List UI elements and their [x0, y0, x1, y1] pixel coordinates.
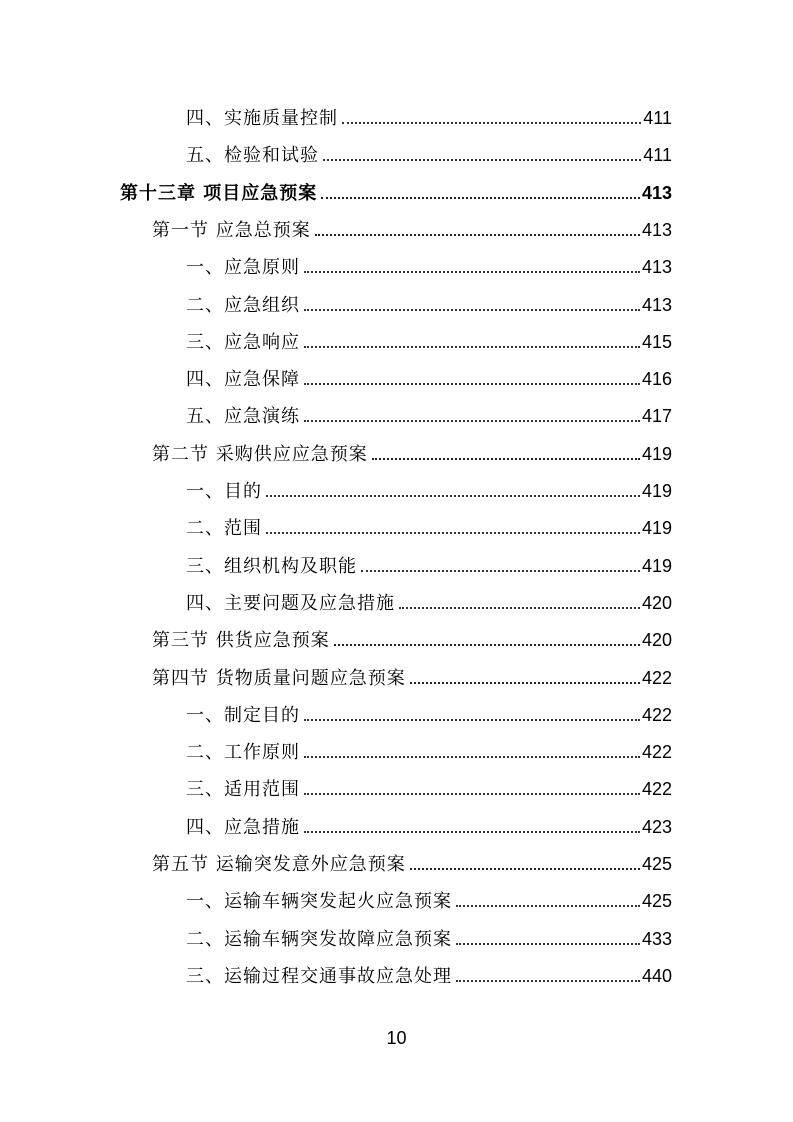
toc-entry-item[interactable] [186, 883, 672, 920]
toc-dot-leader [266, 510, 640, 547]
toc-entry-page-number: 422 [641, 779, 672, 799]
toc-dot-leader [456, 921, 640, 958]
toc-entry-label: 二、范围 [186, 518, 262, 539]
toc-dot-leader [399, 585, 640, 622]
toc-entry-section[interactable] [152, 436, 672, 473]
toc-dot-leader [304, 809, 640, 846]
toc-entry-page-number: 423 [641, 817, 672, 837]
toc-entry-label: 一、目的 [186, 481, 262, 502]
toc-entry-label: 三、适用范围 [186, 779, 300, 800]
toc-dot-leader [410, 846, 640, 883]
toc-entry-item[interactable] [186, 324, 672, 361]
toc-entry-page-number: 440 [641, 966, 672, 986]
toc-entry-page-number: 413 [641, 183, 672, 203]
toc-entry-label: 一、制定目的 [186, 705, 300, 726]
toc-dot-leader [304, 697, 640, 734]
toc-dot-leader [304, 361, 640, 398]
toc-dot-leader [342, 100, 641, 137]
toc-entry-page-number: 425 [641, 854, 672, 874]
toc-entry-page-number: 419 [641, 481, 672, 501]
toc-entry-item[interactable] [186, 398, 672, 435]
toc-entry-section[interactable] [152, 846, 672, 883]
toc-entry-label: 四、应急保障 [186, 369, 300, 390]
toc-entry-label: 第五节 运输突发意外应急预案 [152, 854, 406, 875]
toc-dot-leader [456, 958, 640, 995]
toc-entry-page-number: 417 [641, 406, 672, 426]
toc-entry-label: 二、应急组织 [186, 295, 300, 316]
toc-entry-page-number: 422 [641, 742, 672, 762]
toc-entry-item[interactable] [186, 809, 672, 846]
toc-entry-item[interactable] [186, 473, 672, 510]
toc-entry-label: 五、应急演练 [186, 406, 300, 427]
toc-entry-label: 第一节 应急总预案 [152, 220, 311, 241]
toc-entry-page-number: 419 [641, 444, 672, 464]
page-number: 10 [386, 1028, 407, 1048]
toc-entry-item[interactable] [186, 361, 672, 398]
toc-entry-page-number: 411 [643, 108, 672, 128]
toc-entry-label: 一、应急原则 [186, 257, 300, 278]
toc-entry-label: 三、组织机构及职能 [186, 556, 357, 577]
toc-entry-chapter[interactable] [120, 175, 672, 212]
toc-entry-page-number: 413 [641, 295, 672, 315]
toc-entry-item[interactable] [186, 958, 672, 995]
toc-entry-page-number: 413 [641, 220, 672, 240]
toc-entry-label: 三、运输过程交通事故应急处理 [186, 966, 452, 987]
toc-dot-leader [334, 622, 640, 659]
toc-entry-page-number: 422 [641, 668, 672, 688]
toc-entry-section[interactable] [152, 212, 672, 249]
toc-entry-label: 二、运输车辆突发故障应急预案 [186, 929, 452, 950]
toc-entry-label: 第四节 货物质量问题应急预案 [152, 668, 406, 689]
toc-entry-section[interactable] [152, 622, 672, 659]
toc-entry-page-number: 411 [643, 145, 672, 165]
toc-entry-item[interactable] [186, 734, 672, 771]
toc-dot-leader [321, 175, 640, 212]
toc-entry-page-number: 416 [641, 369, 672, 389]
toc-entry-label: 一、运输车辆突发起火应急预案 [186, 891, 452, 912]
toc-entry-label: 四、实施质量控制 [186, 108, 338, 129]
toc-entry-label: 三、应急响应 [186, 332, 300, 353]
toc-entry-item[interactable] [186, 100, 672, 137]
toc-dot-leader [304, 287, 640, 324]
toc-dot-leader [315, 212, 640, 249]
toc-dot-leader [410, 660, 640, 697]
toc-entry-label: 第三节 供货应急预案 [152, 630, 330, 651]
toc-entry-page-number: 419 [641, 518, 672, 538]
toc-entry-label: 四、应急措施 [186, 817, 300, 838]
toc-dot-leader [304, 771, 640, 808]
toc-dot-leader [323, 137, 641, 174]
toc-entry-item[interactable] [186, 137, 672, 174]
toc-entry-page-number: 413 [641, 257, 672, 277]
toc-dot-leader [304, 398, 640, 435]
toc-dot-leader [456, 883, 640, 920]
toc-entry-section[interactable] [152, 660, 672, 697]
toc-entry-label: 第二节 采购供应应急预案 [152, 444, 368, 465]
toc-dot-leader [266, 473, 640, 510]
toc-entry-item[interactable] [186, 287, 672, 324]
toc-entry-label: 第十三章 项目应急预案 [120, 183, 318, 204]
toc-entry-item[interactable] [186, 510, 672, 547]
toc-entry-item[interactable] [186, 697, 672, 734]
toc-entry-page-number: 422 [641, 705, 672, 725]
toc-entry-label: 四、主要问题及应急措施 [186, 593, 395, 614]
toc-entry-item[interactable] [186, 771, 672, 808]
toc-entry-item[interactable] [186, 585, 672, 622]
toc-dot-leader [304, 249, 640, 286]
toc-dot-leader [304, 324, 640, 361]
toc-entry-page-number: 415 [641, 332, 672, 352]
toc-entry-page-number: 433 [641, 929, 672, 949]
toc-entry-page-number: 419 [641, 556, 672, 576]
toc-dot-leader [304, 734, 640, 771]
toc-entry-page-number: 425 [641, 891, 672, 911]
toc-entry-page-number: 420 [641, 630, 672, 650]
toc-dot-leader [361, 548, 640, 585]
toc-entry-page-number: 420 [641, 593, 672, 613]
toc-entry-item[interactable] [186, 249, 672, 286]
toc-entry-label: 二、工作原则 [186, 742, 300, 763]
toc-entry-label: 五、检验和试验 [186, 145, 319, 166]
toc-entry-item[interactable] [186, 548, 672, 585]
toc-dot-leader [372, 436, 640, 473]
toc-entry-item[interactable] [186, 921, 672, 958]
